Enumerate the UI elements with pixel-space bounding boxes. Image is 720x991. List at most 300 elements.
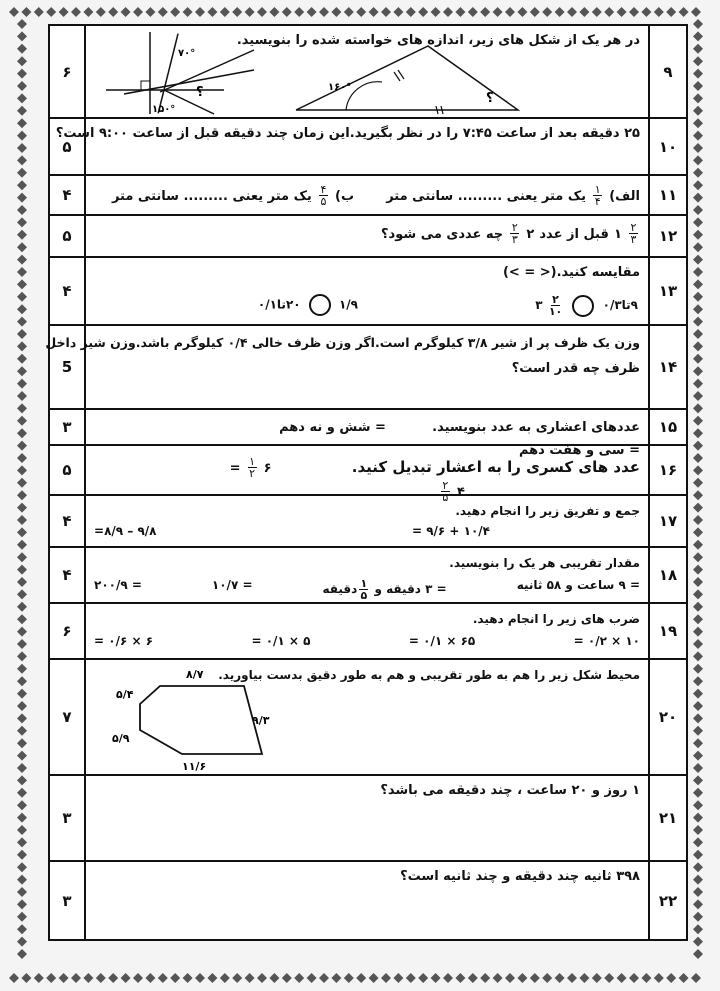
border-diamond: [542, 7, 552, 17]
border-diamond: [17, 813, 27, 823]
border-diamond: [693, 317, 703, 327]
comparison-2: ۱/۹ ۲۰تا۰/۱: [258, 294, 358, 316]
expression: ۱۰ × ۰/۲ =: [573, 634, 640, 648]
border-diamond: [693, 292, 703, 302]
comparison-circle[interactable]: [572, 295, 594, 317]
border-diamond: [34, 973, 44, 983]
border-diamond: [220, 973, 230, 983]
border-diamond: [369, 7, 379, 17]
question-row: [50, 176, 686, 216]
border-diamond: [96, 7, 106, 17]
question-score: ۷: [50, 660, 86, 774]
border-diamond: [455, 7, 465, 17]
border-diamond: [17, 56, 27, 66]
border-diamond: [693, 255, 703, 265]
border-diamond: [693, 279, 703, 289]
question-text: ۱ روز و ۲۰ ساعت ، چند دقیقه می باشد؟: [380, 783, 640, 798]
border-diamond: [617, 7, 627, 17]
border-diamond: [406, 7, 416, 17]
border-diamond: [693, 465, 703, 475]
question-text: قبل از عدد: [539, 227, 609, 242]
question-text: مقایسه کنید.(< = >): [502, 265, 640, 280]
border-diamond: [693, 403, 703, 413]
border-diamond: [542, 973, 552, 983]
border-diamond: [158, 973, 168, 983]
side-label: ۵/۹: [112, 732, 130, 745]
question-number: ۱۱: [648, 176, 686, 214]
border-diamond: [693, 937, 703, 947]
border-diamond: [282, 973, 292, 983]
border-diamond: [294, 7, 304, 17]
border-diamond: [393, 7, 403, 17]
question-score: ۳: [50, 410, 86, 444]
border-diamond: [693, 391, 703, 401]
border-diamond: [604, 973, 614, 983]
question-row: [50, 776, 686, 862]
border-diamond: [17, 664, 27, 674]
border-diamond: [693, 93, 703, 103]
border-diamond: [693, 899, 703, 909]
border-diamond: [9, 7, 19, 17]
border-diamond: [17, 217, 27, 227]
border-diamond: [207, 7, 217, 17]
border-diamond: [59, 7, 69, 17]
border-diamond: [17, 875, 27, 885]
border-diamond: [693, 428, 703, 438]
question-score: ۵: [50, 446, 86, 494]
border-diamond: [17, 639, 27, 649]
border-diamond: [592, 7, 602, 17]
border-diamond: [641, 7, 651, 17]
question-score: ۴: [50, 496, 86, 546]
border-diamond: [418, 7, 428, 17]
question-text: ۳۹۸ ثانیه چند دقیقه و چند ثانیه است؟: [400, 869, 640, 884]
border-diamond: [17, 453, 27, 463]
border-diamond: [17, 651, 27, 661]
border-diamond: [693, 354, 703, 364]
border-diamond: [693, 217, 703, 227]
border-diamond: [17, 317, 27, 327]
border-diamond: [17, 441, 27, 451]
border-diamond: [170, 973, 180, 983]
border-diamond: [693, 242, 703, 252]
border-diamond: [17, 341, 27, 351]
border-diamond: [693, 230, 703, 240]
border-diamond: [83, 7, 93, 17]
border-diamond: [17, 304, 27, 314]
border-diamond: [145, 973, 155, 983]
border-diamond: [17, 131, 27, 141]
border-diamond: [617, 973, 627, 983]
border-diamond: [17, 180, 27, 190]
question-text: در هر یک از شکل های زیر، اندازه های خواسته شده را بنویسید.: [236, 33, 640, 48]
border-diamond: [121, 973, 131, 983]
border-diamond: [530, 973, 540, 983]
border-diamond: [17, 93, 27, 103]
border-diamond: [195, 973, 205, 983]
border-diamond: [693, 589, 703, 599]
border-diamond: [108, 973, 118, 983]
border-diamond: [693, 453, 703, 463]
border-diamond: [693, 118, 703, 128]
border-diamond: [418, 973, 428, 983]
border-diamond: [693, 775, 703, 785]
border-diamond: [17, 924, 27, 934]
unknown-angle: ؟: [486, 91, 494, 106]
border-diamond: [356, 7, 366, 17]
border-diamond: [666, 973, 676, 983]
border-diamond: [17, 701, 27, 711]
border-diamond: [679, 7, 689, 17]
border-diamond: [17, 862, 27, 872]
question-score: ۴: [50, 176, 86, 214]
triangle-figure: [286, 32, 536, 116]
border-diamond: [17, 949, 27, 959]
border-diamond: [579, 973, 589, 983]
question-number: ۲۲: [648, 862, 686, 939]
border-diamond: [17, 577, 27, 587]
border-diamond: [17, 168, 27, 178]
fraction: $\frac{۱}{۴}$: [594, 183, 601, 208]
question-text: عددهای اعشاری به عدد بنویسید.: [432, 420, 640, 435]
question-number: ۱۷: [648, 496, 686, 546]
mixed-whole: ۲: [526, 227, 535, 242]
border-diamond: [693, 56, 703, 66]
angle-label: ۷۰°: [178, 48, 196, 59]
border-diamond: [158, 7, 168, 17]
question-number: ۱۹: [648, 604, 686, 658]
border-diamond: [17, 751, 27, 761]
border-diamond: [505, 973, 515, 983]
border-diamond: [517, 973, 527, 983]
question-text: چه عددی می شود؟: [381, 227, 504, 242]
border-diamond: [468, 7, 478, 17]
border-diamond: [693, 19, 703, 29]
border-diamond: [555, 7, 565, 17]
border-diamond: [17, 850, 27, 860]
border-diamond: [17, 775, 27, 785]
question-number: ۱۸: [648, 548, 686, 602]
border-diamond: [17, 230, 27, 240]
border-diamond: [443, 7, 453, 17]
border-diamond: [693, 565, 703, 575]
border-diamond: [693, 614, 703, 624]
angle-label: ۱۶۰°: [328, 82, 352, 93]
question-row: [50, 548, 686, 604]
border-diamond: [604, 7, 614, 17]
border-diamond: [17, 391, 27, 401]
border-diamond: [693, 180, 703, 190]
border-diamond: [17, 689, 27, 699]
border-diamond: [17, 193, 27, 203]
question-row: [50, 119, 686, 176]
border-diamond: [666, 7, 676, 17]
question-score: ۴: [50, 548, 86, 602]
border-diamond: [331, 7, 341, 17]
border-diamond: [183, 973, 193, 983]
border-diamond: [17, 490, 27, 500]
border-diamond: [17, 602, 27, 612]
border-diamond: [369, 973, 379, 983]
question-score: ۴: [50, 258, 86, 324]
border-diamond: [17, 255, 27, 265]
border-diamond: [145, 7, 155, 17]
border-diamond: [693, 875, 703, 885]
border-diamond: [693, 490, 703, 500]
border-diamond: [294, 973, 304, 983]
question-text: ظرف چه قدر است؟: [511, 361, 640, 376]
border-diamond: [468, 973, 478, 983]
border-diamond: [431, 973, 441, 983]
border-diamond: [693, 193, 703, 203]
border-diamond: [693, 627, 703, 637]
expression: ۱۰/۴ + ۹/۶ =: [411, 524, 490, 538]
border-diamond: [693, 788, 703, 798]
border-diamond: [693, 751, 703, 761]
border-diamond: [17, 540, 27, 550]
border-diamond: [257, 7, 267, 17]
border-diamond: [493, 7, 503, 17]
border-diamond: [693, 143, 703, 153]
question-text: عدد های کسری را به اعشار تبدیل کنید.: [351, 458, 640, 476]
question-score: ۶: [50, 26, 86, 117]
border-diamond: [17, 416, 27, 426]
question-row: ۱۶ ۵ عدد های کسری را به اعشار تبدیل کنید. ۶ $\frac{۱}{۲}$ = ۴ $\frac{۲}{۵}$: [50, 446, 686, 496]
border-diamond: [183, 7, 193, 17]
border-diamond: [693, 676, 703, 686]
fraction: $\frac{۲}{۳}$: [511, 221, 518, 246]
question-row: [50, 862, 686, 939]
border-diamond: [579, 7, 589, 17]
border-diamond: [641, 973, 651, 983]
border-diamond: [693, 31, 703, 41]
question-text: ۲۵ دقیقه بعد از ساعت ۷:۴۵ را در نظر بگیرید.این زمان چند دقیقه قبل از ساعت ۹:۰۰ است؟: [55, 126, 640, 141]
border-diamond: [693, 379, 703, 389]
border-diamond: [344, 7, 354, 17]
border-diamond: [693, 69, 703, 79]
border-diamond: [17, 242, 27, 252]
border-diamond: [17, 31, 27, 41]
angle-label: ۱۵۰°: [152, 104, 176, 115]
border-diamond: [17, 366, 27, 376]
border-diamond: [517, 7, 527, 17]
question-score: ۳: [50, 862, 86, 939]
expression: ۶۵ × ۰/۱ =: [408, 634, 476, 648]
border-diamond: [381, 7, 391, 17]
border-diamond: [17, 503, 27, 513]
question-number: ۹: [648, 26, 686, 117]
border-diamond: [245, 973, 255, 983]
question-number: ۱۳: [648, 258, 686, 324]
border-diamond: [17, 726, 27, 736]
border-diamond: [381, 973, 391, 983]
border-diamond: [207, 973, 217, 983]
border-diamond: [455, 973, 465, 983]
border-diamond: [693, 304, 703, 314]
border-diamond: [431, 7, 441, 17]
answer-item: = شش و نه دهم: [279, 420, 386, 435]
angles-figure: [104, 30, 274, 116]
border-diamond: [17, 267, 27, 277]
border-diamond: [406, 973, 416, 983]
border-diamond: [17, 825, 27, 835]
border-diamond: [232, 7, 242, 17]
expression: = ۹ ساعت و ۵۸ ثانیه: [516, 578, 640, 592]
border-diamond: [71, 7, 81, 17]
expression: = ۳ دقیقه و $\frac{۱}{۵}$ دقیقه: [322, 577, 447, 602]
border-diamond: [71, 973, 81, 983]
question-score: ۶: [50, 604, 86, 658]
question-row: [50, 258, 686, 326]
question-row: [50, 496, 686, 548]
border-diamond: [693, 106, 703, 116]
expression: ۵ × ۰/۱ =: [251, 634, 311, 648]
side-label: ۸/۷: [186, 668, 204, 681]
border-diamond: [693, 341, 703, 351]
border-diamond: [530, 7, 540, 17]
expression: = ۱۰/۷: [211, 578, 253, 592]
comparison-circle[interactable]: [309, 294, 331, 316]
hexagon-figure: [102, 664, 302, 774]
border-diamond: [480, 973, 490, 983]
border-diamond: [693, 577, 703, 587]
border-diamond: [17, 515, 27, 525]
border-diamond: [691, 7, 701, 17]
question-number: ۲۰: [648, 660, 686, 774]
border-diamond: [17, 912, 27, 922]
border-diamond: [693, 738, 703, 748]
border-diamond: [17, 81, 27, 91]
border-diamond: [344, 973, 354, 983]
border-diamond: [443, 973, 453, 983]
border-diamond: [133, 7, 143, 17]
border-diamond: [693, 800, 703, 810]
question-text: مقدار تقریبی هر یک را بنویسید.: [449, 556, 640, 570]
border-diamond: [654, 973, 664, 983]
border-diamond: [17, 69, 27, 79]
border-diamond: [46, 973, 56, 983]
border-diamond: [679, 973, 689, 983]
side-label: ۱۱/۶: [182, 760, 207, 773]
part-b-label: ب): [335, 189, 355, 204]
question-text: وزن یک ظرف پر از شیر ۳/۸ کیلوگرم است.اگر وزن ظرف خالی ۰/۴ کیلوگرم باشد.وزن شیر داخل: [45, 335, 640, 350]
border-diamond: [319, 973, 329, 983]
border-diamond: [693, 168, 703, 178]
question-score: ۵: [50, 119, 86, 174]
question-number: ۱۲: [648, 216, 686, 256]
border-diamond: [17, 589, 27, 599]
border-diamond: [555, 973, 565, 983]
border-diamond: [17, 465, 27, 475]
border-diamond: [693, 850, 703, 860]
border-diamond: [17, 565, 27, 575]
border-diamond: [17, 713, 27, 723]
border-diamond: [282, 7, 292, 17]
question-row: [50, 604, 686, 660]
border-diamond: [693, 478, 703, 488]
border-diamond: [17, 118, 27, 128]
exam-sheet: [45, 24, 688, 941]
border-diamond: [693, 949, 703, 959]
border-diamond: [567, 7, 577, 17]
part-a-text: یک متر یعنی ......... سانتی متر: [386, 189, 587, 204]
border-diamond: [691, 973, 701, 983]
border-diamond: [108, 7, 118, 17]
border-diamond: [693, 329, 703, 339]
question-row: [50, 660, 686, 776]
expression: ۹/۸ – ۸/۹=: [94, 524, 157, 538]
border-diamond: [693, 763, 703, 773]
question-number: ۱۰: [648, 119, 686, 174]
border-diamond: [693, 131, 703, 141]
border-diamond: [693, 862, 703, 872]
border-diamond: [480, 7, 490, 17]
border-diamond: [170, 7, 180, 17]
unknown-angle: ؟: [196, 85, 204, 100]
border-diamond: [17, 403, 27, 413]
border-diamond: [17, 527, 27, 537]
border-diamond: [17, 899, 27, 909]
border-diamond: [245, 7, 255, 17]
border-diamond: [220, 7, 230, 17]
border-diamond: [17, 379, 27, 389]
border-diamond: [17, 44, 27, 54]
question-row: [45, 326, 686, 410]
border-diamond: [17, 428, 27, 438]
border-diamond: [17, 279, 27, 289]
border-diamond: [654, 7, 664, 17]
border-diamond: [17, 788, 27, 798]
question-row: [50, 216, 686, 258]
border-diamond: [693, 81, 703, 91]
border-diamond: [693, 205, 703, 215]
border-diamond: [17, 106, 27, 116]
border-diamond: [693, 155, 703, 165]
border-diamond: [693, 515, 703, 525]
border-diamond: [693, 267, 703, 277]
border-diamond: [17, 676, 27, 686]
border-diamond: [693, 527, 703, 537]
border-diamond: [629, 7, 639, 17]
question-number: ۱۵: [648, 410, 686, 444]
border-diamond: [693, 651, 703, 661]
expression: = ۲۰۰/۹: [94, 578, 142, 592]
border-diamond: [693, 366, 703, 376]
border-diamond: [83, 973, 93, 983]
border-diamond: [121, 7, 131, 17]
border-diamond: [693, 602, 703, 612]
border-diamond: [693, 416, 703, 426]
border-diamond: [693, 664, 703, 674]
border-diamond: [17, 19, 27, 29]
border-diamond: [393, 973, 403, 983]
border-diamond: [693, 639, 703, 649]
border-diamond: [693, 44, 703, 54]
border-diamond: [493, 973, 503, 983]
border-diamond: [307, 973, 317, 983]
border-diamond: [17, 329, 27, 339]
border-diamond: [17, 627, 27, 637]
expression: ۶ × ۰/۶ =: [94, 634, 154, 648]
border-diamond: [269, 973, 279, 983]
part-a-label: الف): [609, 189, 640, 204]
question-text: ضرب های زیر را انجام دهید.: [472, 612, 640, 626]
mixed-whole: ۴: [456, 485, 465, 500]
border-diamond: [693, 825, 703, 835]
comparison-1: ۹تا۰/۳ $\frac{۲}{۱۰}$ ۳: [535, 293, 638, 318]
question-score: ۳: [50, 776, 86, 860]
border-diamond: [693, 837, 703, 847]
